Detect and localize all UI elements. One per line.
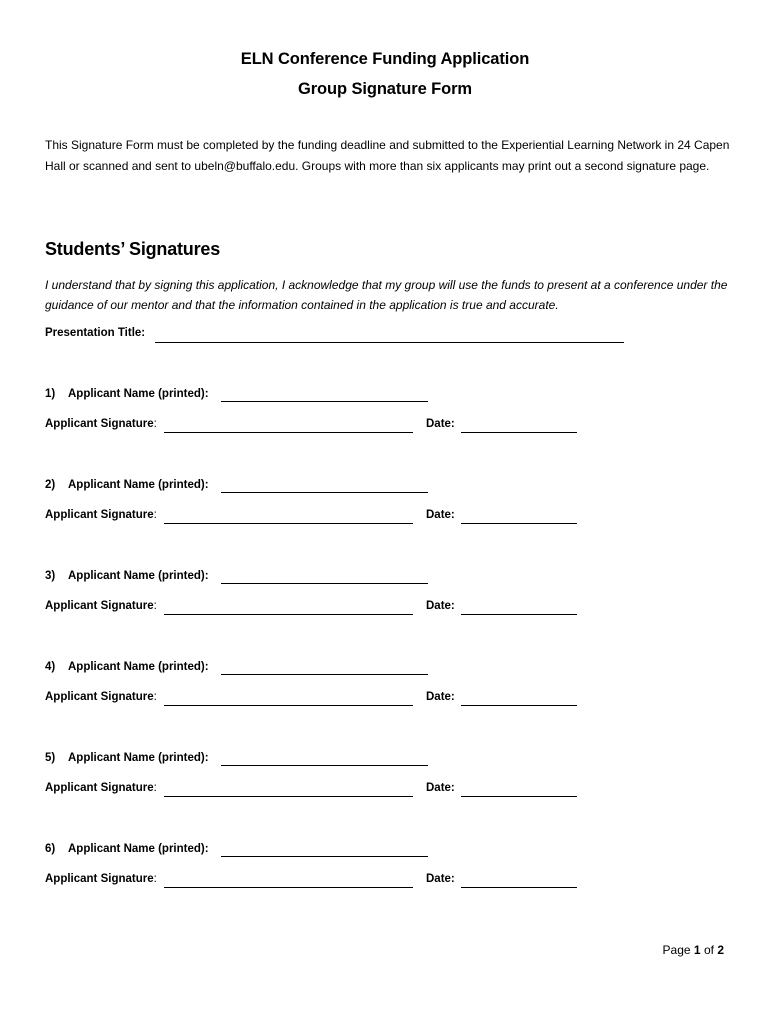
applicant-name-row [45,388,209,406]
applicant-date-row [426,873,455,891]
applicant-date-field[interactable] [461,705,577,706]
applicant-date-field[interactable] [461,523,577,524]
applicant-name-row [45,843,209,861]
of-word: of [703,943,714,957]
applicant-signature-label: Applicant Signature [45,691,154,703]
applicant-date-field[interactable] [461,432,577,433]
applicant-number: 4) [45,661,56,673]
applicant-name-label: Applicant Name (printed): [68,388,209,400]
applicant-date-label: Date: [426,418,455,430]
applicant-signature-row [45,691,157,709]
applicant-date-label: Date: [426,600,455,612]
applicant-name-row [45,479,209,497]
applicant-signature-row [45,509,157,527]
signature-colon: : [153,691,157,703]
applicant-number: 6) [45,843,56,855]
applicant-signature-row [45,782,157,800]
applicant-date-row [426,782,455,800]
applicant-number: 3) [45,570,56,582]
applicant-signature-field[interactable] [164,796,413,797]
acknowledgement-text: I understand that by signing this application, I acknowledge that my group will use the funds to present at a conference under the guidance of our mentor and that the information contained in the application is true and accurate. [45,278,728,312]
applicant-signature-label: Applicant Signature [45,782,154,794]
applicant-number: 2) [45,479,56,491]
intro-paragraph: This Signature Form must be completed by the funding deadline and submitted to the Experiential Learning Network in 24 Capen Hall or scanned and sent to ubeln@buffalo.edu. Groups with more than six applicants may print out a second signature page. [45,138,730,173]
applicant-signature-field[interactable] [164,887,413,888]
applicant-date-field[interactable] [461,887,577,888]
presentation-title-row [45,327,145,345]
applicant-name-row [45,661,209,679]
applicant-signature-row [45,418,157,436]
applicant-date-row [426,600,455,618]
applicant-date-row [426,418,455,436]
page-word: Page [662,943,691,957]
form-subtitle: Group Signature Form [297,80,472,98]
signature-colon: : [153,873,157,885]
applicant-number: 5) [45,752,56,764]
signature-colon: : [153,782,157,794]
applicant-signature-label: Applicant Signature [45,873,154,885]
applicant-date-label: Date: [426,509,455,521]
applicant-signature-row [45,600,157,618]
applicant-name-label: Applicant Name (printed): [68,479,209,491]
applicant-name-label: Applicant Name (printed): [68,661,209,673]
applicant-date-field[interactable] [461,796,577,797]
applicant-signature-field[interactable] [164,614,413,615]
applicant-name-row [45,752,209,770]
signature-colon: : [153,600,157,612]
applicant-name-field[interactable] [221,674,428,675]
applicant-date-label: Date: [426,873,455,885]
applicant-name-label: Applicant Name (printed): [68,752,209,764]
applicant-name-row [45,570,209,588]
signature-colon: : [153,509,157,521]
applicant-signature-field[interactable] [164,432,413,433]
applicant-date-row [426,509,455,527]
page-number [663,943,724,957]
applicant-name-label: Applicant Name (printed): [68,570,209,582]
applicant-signature-label: Applicant Signature [45,600,154,612]
section-title: Students’ Signatures [45,239,221,259]
applicant-name-field[interactable] [221,583,428,584]
applicant-name-label: Applicant Name (printed): [68,843,209,855]
applicant-number: 1) [45,388,56,400]
signature-colon: : [153,418,157,430]
applicant-signature-field[interactable] [164,523,413,524]
applicant-date-field[interactable] [461,614,577,615]
total-pages: 2 [717,943,724,957]
presentation-title-field[interactable] [155,342,624,343]
form-title: ELN Conference Funding Application [240,50,530,68]
applicant-date-row [426,691,455,709]
current-page: 1 [693,943,701,957]
applicant-signature-row [45,873,157,891]
applicant-signature-field[interactable] [164,705,413,706]
applicant-date-label: Date: [426,691,455,703]
applicant-name-field[interactable] [221,765,428,766]
applicant-name-field[interactable] [221,401,428,402]
applicant-date-label: Date: [426,782,455,794]
presentation-title-label: Presentation Title: [45,327,146,339]
applicant-name-field[interactable] [221,492,428,493]
applicant-signature-label: Applicant Signature [45,509,154,521]
applicant-signature-label: Applicant Signature [45,418,154,430]
applicant-name-field[interactable] [221,856,428,857]
